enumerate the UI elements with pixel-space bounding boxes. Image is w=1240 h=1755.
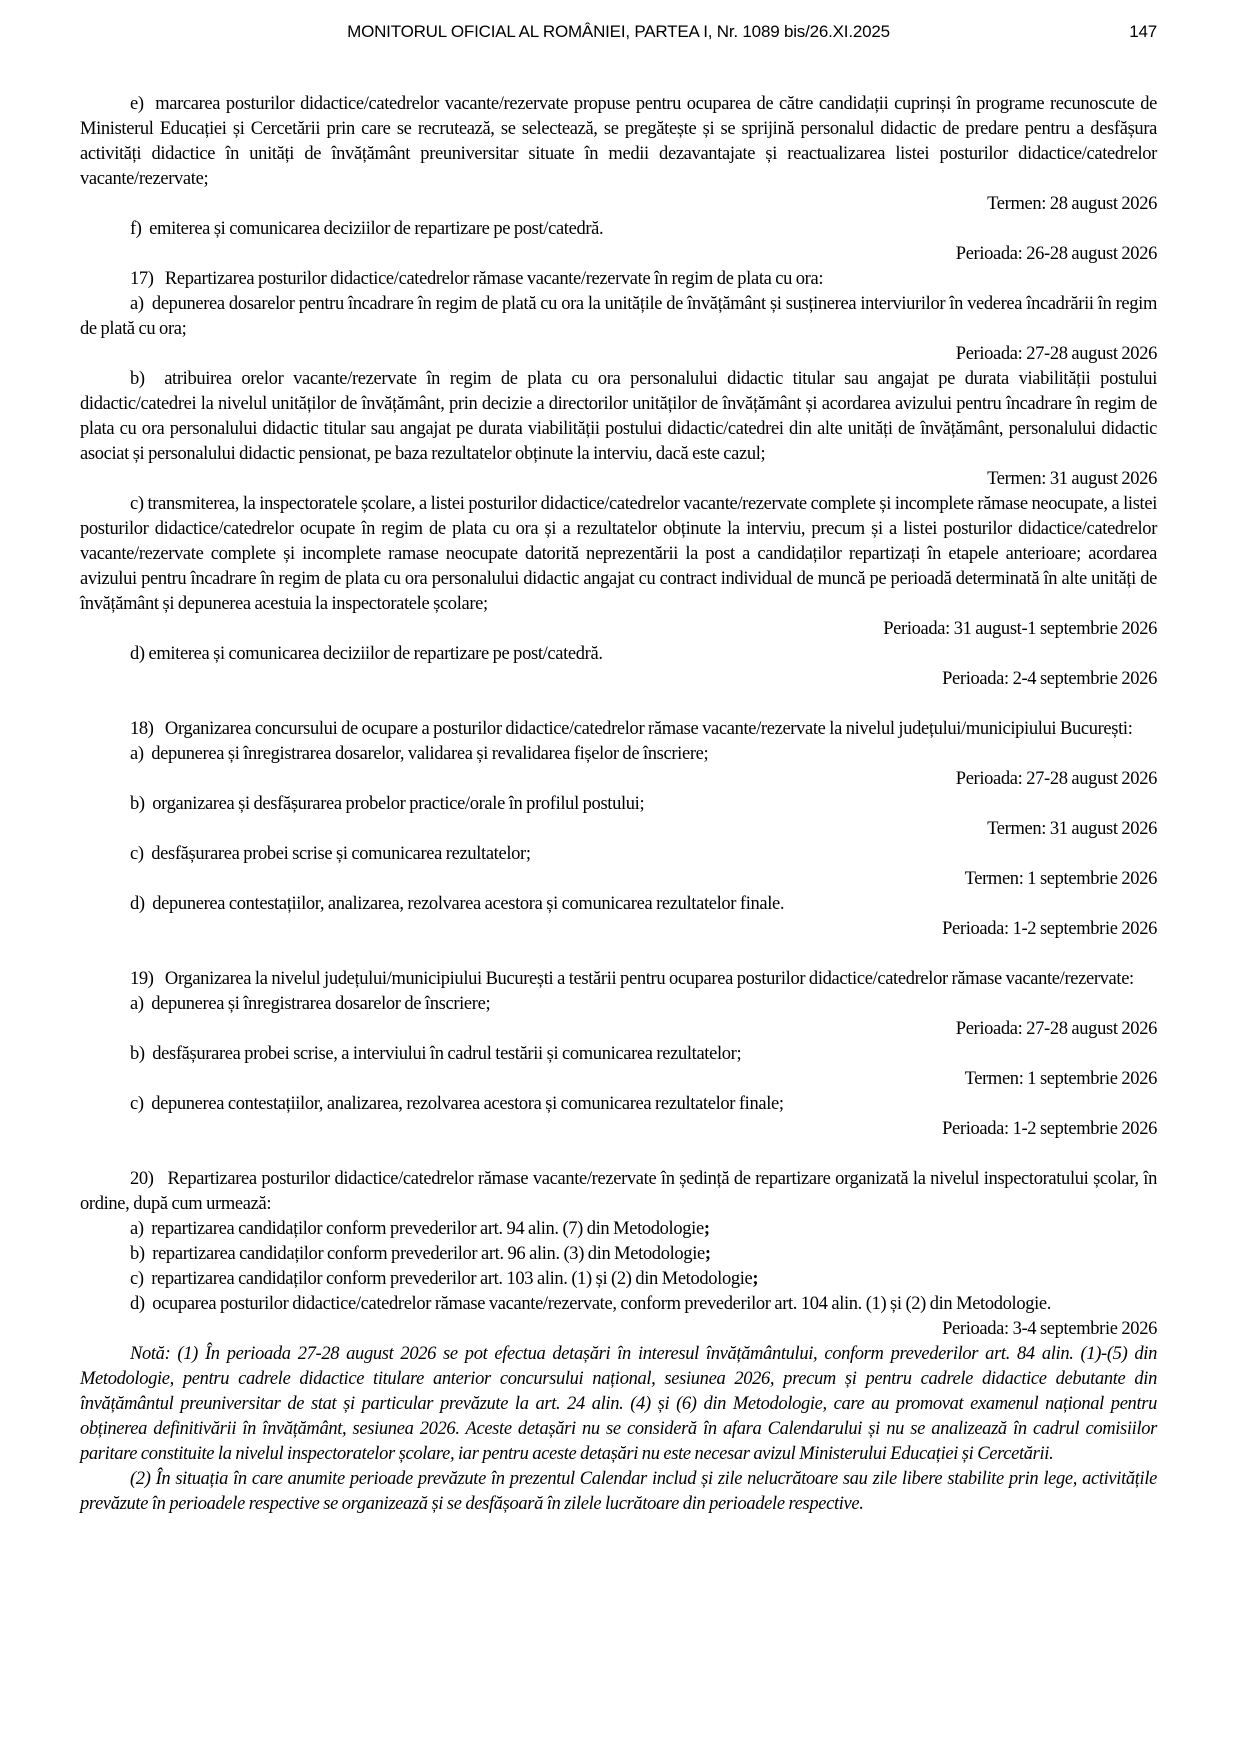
bold-suffix: ; xyxy=(703,1219,710,1239)
paragraph-text: 17) Repartizarea posturilor didactice/catedrelor rămase vacante/rezervate în regim de plata cu ora: xyxy=(130,269,824,289)
calendar-item-paragraph xyxy=(80,1092,1157,1117)
page-header xyxy=(80,22,1157,44)
calendar-item-paragraph xyxy=(80,1217,1157,1242)
calendar-item-paragraph xyxy=(80,267,1157,292)
paragraph-text: c) repartizarea candidaților conform prevederilor art. 103 alin. (1) și (2) din Metodologie xyxy=(130,1269,753,1289)
paragraph-text: Perioada: 1-2 septembrie 2026 xyxy=(942,1119,1157,1139)
paragraph-text: c) desfășurarea probei scrise și comunicarea rezultatelor; xyxy=(130,844,531,864)
paragraph-text: Termen: 31 august 2026 xyxy=(987,469,1157,489)
calendar-item-paragraph xyxy=(80,892,1157,917)
paragraph-text: a) depunerea și înregistrarea dosarelor de înscriere; xyxy=(130,994,491,1014)
calendar-item-paragraph xyxy=(80,492,1157,617)
paragraph-text: d) emiterea și comunicarea deciziilor de repartizare pe post/catedră. xyxy=(130,644,603,664)
paragraph-text: f) emiterea și comunicarea deciziilor de repartizare pe post/catedră. xyxy=(130,219,604,239)
paragraph-text: a) repartizarea candidaților conform prevederilor art. 94 alin. (7) din Metodologie xyxy=(130,1219,704,1239)
paragraph-text: (2) În situația în care anumite perioade prevăzute în prezentul Calendar includ și zile nelucrătoare sau zile libere stabilite prin lege, activitățile prevăzute în perioadele respective se organizează și se desfășoară în zilele lucrătoare din perioadele respective. xyxy=(80,1469,1157,1514)
paragraph-text: Termen: 28 august 2026 xyxy=(987,194,1157,214)
calendar-item-paragraph xyxy=(80,717,1157,742)
deadline-date-line xyxy=(80,767,1157,792)
calendar-item-paragraph xyxy=(80,292,1157,342)
paragraph-text: Perioada: 2-4 septembrie 2026 xyxy=(942,669,1157,689)
paragraph-text: b) organizarea și desfășurarea probelor practice/orale în profilul postului; xyxy=(130,794,645,814)
deadline-date-line xyxy=(80,867,1157,892)
bold-suffix: ; xyxy=(704,1244,711,1264)
calendar-item-paragraph xyxy=(80,992,1157,1017)
paragraph-text: b) desfășurarea probei scrise, a interviului în cadrul testării și comunicarea rezultatelor; xyxy=(130,1044,742,1064)
deadline-date-line xyxy=(80,667,1157,692)
calendar-item-paragraph xyxy=(80,742,1157,767)
paragraph-text: Termen: 1 septembrie 2026 xyxy=(964,869,1157,889)
paragraph-text: 19) Organizarea la nivelul județului/municipiului București a testării pentru ocuparea posturilor didactice/catedrelor rămase vacante/rezervate: xyxy=(130,969,1134,989)
deadline-date-line xyxy=(80,467,1157,492)
calendar-item-paragraph xyxy=(80,367,1157,467)
paragraph-text: Perioada: 27-28 august 2026 xyxy=(955,769,1157,789)
calendar-item-paragraph xyxy=(80,792,1157,817)
deadline-date-line xyxy=(80,1067,1157,1092)
paragraph-text: 20) Repartizarea posturilor didactice/catedrelor rămase vacante/rezervate în ședință de repartizare organizată la nivelul inspectoratului școlar, în ordine, după cum urmează: xyxy=(80,1169,1157,1214)
deadline-date-line xyxy=(80,342,1157,367)
paragraph-text: d) depunerea contestațiilor, analizarea, rezolvarea acestora și comunicarea rezultatelor finale. xyxy=(130,894,785,914)
paragraph-text: 18) Organizarea concursului de ocupare a posturilor didactice/catedrelor rămase vacante/rezervate la nivelul județului/municipiului București: xyxy=(130,719,1133,739)
paragraph-text: Termen: 1 septembrie 2026 xyxy=(964,1069,1157,1089)
paragraph-text: a) depunerea dosarelor pentru încadrare în regim de plată cu ora la unitățile de învățământ și susținerea interviurilor în vederea încadrării în regim de plată cu ora; xyxy=(80,294,1157,339)
section-spacer xyxy=(80,692,1157,717)
calendar-item-paragraph xyxy=(80,92,1157,192)
document-body xyxy=(80,92,1157,1517)
deadline-date-line xyxy=(80,1117,1157,1142)
calendar-item-paragraph xyxy=(80,642,1157,667)
page-number: 147 xyxy=(1129,22,1157,41)
calendar-item-paragraph xyxy=(80,1292,1157,1317)
calendar-item-paragraph xyxy=(80,217,1157,242)
paragraph-text: Termen: 31 august 2026 xyxy=(987,819,1157,839)
paragraph-text: c) transmiterea, la inspectoratele școlare, a listei posturilor didactice/catedrelor vacante/rezervate complete și incomplete rămase neocupate, a listei posturilor didactice/catedrelor ocupate în regim de plata cu ora și a rezultatelor obținute la interviu, precum și a listei posturilor didactice/catedrelor vacante/rezervate complete și incomplete ramase neocupate datorită neprezentării la post a candidaților repartizați în etapele anterioare; acordarea avizului pentru încadrare în regim de plata cu ora personalului didactic angajat cu contract individual de muncă pe perioadă determinată în alte unități de învățământ și depunerea acestuia la inspectoratele școlare; xyxy=(80,494,1157,614)
deadline-date-line xyxy=(80,1017,1157,1042)
deadline-date-line xyxy=(80,1317,1157,1342)
calendar-item-paragraph xyxy=(80,1267,1157,1292)
section-spacer xyxy=(80,942,1157,967)
paragraph-text: Perioada: 31 august-1 septembrie 2026 xyxy=(883,619,1157,639)
paragraph-text: d) ocuparea posturilor didactice/catedrelor rămase vacante/rezervate, conform prevederilor art. 104 alin. (1) și (2) din Metodologie. xyxy=(130,1294,1052,1314)
section-spacer xyxy=(80,1142,1157,1167)
calendar-item-paragraph xyxy=(80,1042,1157,1067)
paragraph-text: Perioada: 27-28 august 2026 xyxy=(955,344,1157,364)
paragraph-text: b) repartizarea candidaților conform prevederilor art. 96 alin. (3) din Metodologie xyxy=(130,1244,705,1264)
deadline-date-line xyxy=(80,242,1157,267)
bold-suffix: ; xyxy=(752,1269,759,1289)
paragraph-text: e) marcarea posturilor didactice/catedrelor vacante/rezervate propuse pentru ocuparea de către candidații cuprinși în programe recunoscute de Ministerul Educației și Cercetării prin care se recrutează, se selectează, se pregătește și se sprijină personalul didactic de predare pentru a desfășura activități didactice în unități de învățământ preuniversitar situate în medii dezavantajate și reactualizarea listei posturilor didactice/catedrelor vacante/rezervate; xyxy=(80,94,1157,189)
deadline-date-line xyxy=(80,917,1157,942)
deadline-date-line xyxy=(80,817,1157,842)
calendar-item-paragraph xyxy=(80,1242,1157,1267)
paragraph-text: Notă: (1) În perioada 27-28 august 2026 se pot efectua detașări în interesul învățământului, conform prevederilor art. 84 alin. (1)-(5) din Metodologie, pentru cadrele didactice titulare anterior concursului național, sesiunea 2026, precum și pentru cadrele didactice debutante din învățământul preuniversitar de stat și particular prevăzute la art. 24 alin. (4) și (6) din Metodologie, care au promovat examenul național pentru obținerea definitivării în învățământ, sesiunea 2026. Aceste detașări nu se consideră în afara Calendarului și nu se analizează în cadrul comisiilor paritare constituite la nivelul inspectoratelor școlare, iar pentru aceste detașări nu este necesar avizul Ministerului Educației și Cercetării. xyxy=(80,1344,1157,1464)
paragraph-text: Perioada: 26-28 august 2026 xyxy=(955,244,1157,264)
calendar-item-paragraph xyxy=(80,1167,1157,1217)
paragraph-text: a) depunerea și înregistrarea dosarelor, validarea și revalidarea fișelor de înscriere; xyxy=(130,744,709,764)
paragraph-text: Perioada: 27-28 august 2026 xyxy=(955,1019,1157,1039)
calendar-item-paragraph xyxy=(80,967,1157,992)
paragraph-text: b) atribuirea orelor vacante/rezervate în regim de plata cu ora personalului didactic titular sau angajat pe durata viabilității postului didactic/catedrei la nivelul unităților de învățământ, prin decizie a directorilor unităților de învățământ și acordarea avizului pentru încadrare în regim de plata cu ora personalului didactic titular sau angajat pe durata viabilității postului didactic/catedrei din alte unități de învățământ, personalului didactic asociat și personalului didactic pensionat, pe baza rezultatelor obținute la interviu, dacă este cazul; xyxy=(80,369,1157,464)
note-paragraph xyxy=(80,1467,1157,1517)
paragraph-text: Perioada: 1-2 septembrie 2026 xyxy=(942,919,1157,939)
paragraph-text: Perioada: 3-4 septembrie 2026 xyxy=(942,1319,1157,1339)
deadline-date-line xyxy=(80,617,1157,642)
note-paragraph xyxy=(80,1342,1157,1467)
calendar-item-paragraph xyxy=(80,842,1157,867)
page-header-title: MONITORUL OFICIAL AL ROMÂNIEI, PARTEA I, Nr. 1089 bis/26.XI.2025 xyxy=(347,22,890,41)
paragraph-text: c) depunerea contestațiilor, analizarea, rezolvarea acestora și comunicarea rezultatelor finale; xyxy=(130,1094,784,1114)
deadline-date-line xyxy=(80,192,1157,217)
